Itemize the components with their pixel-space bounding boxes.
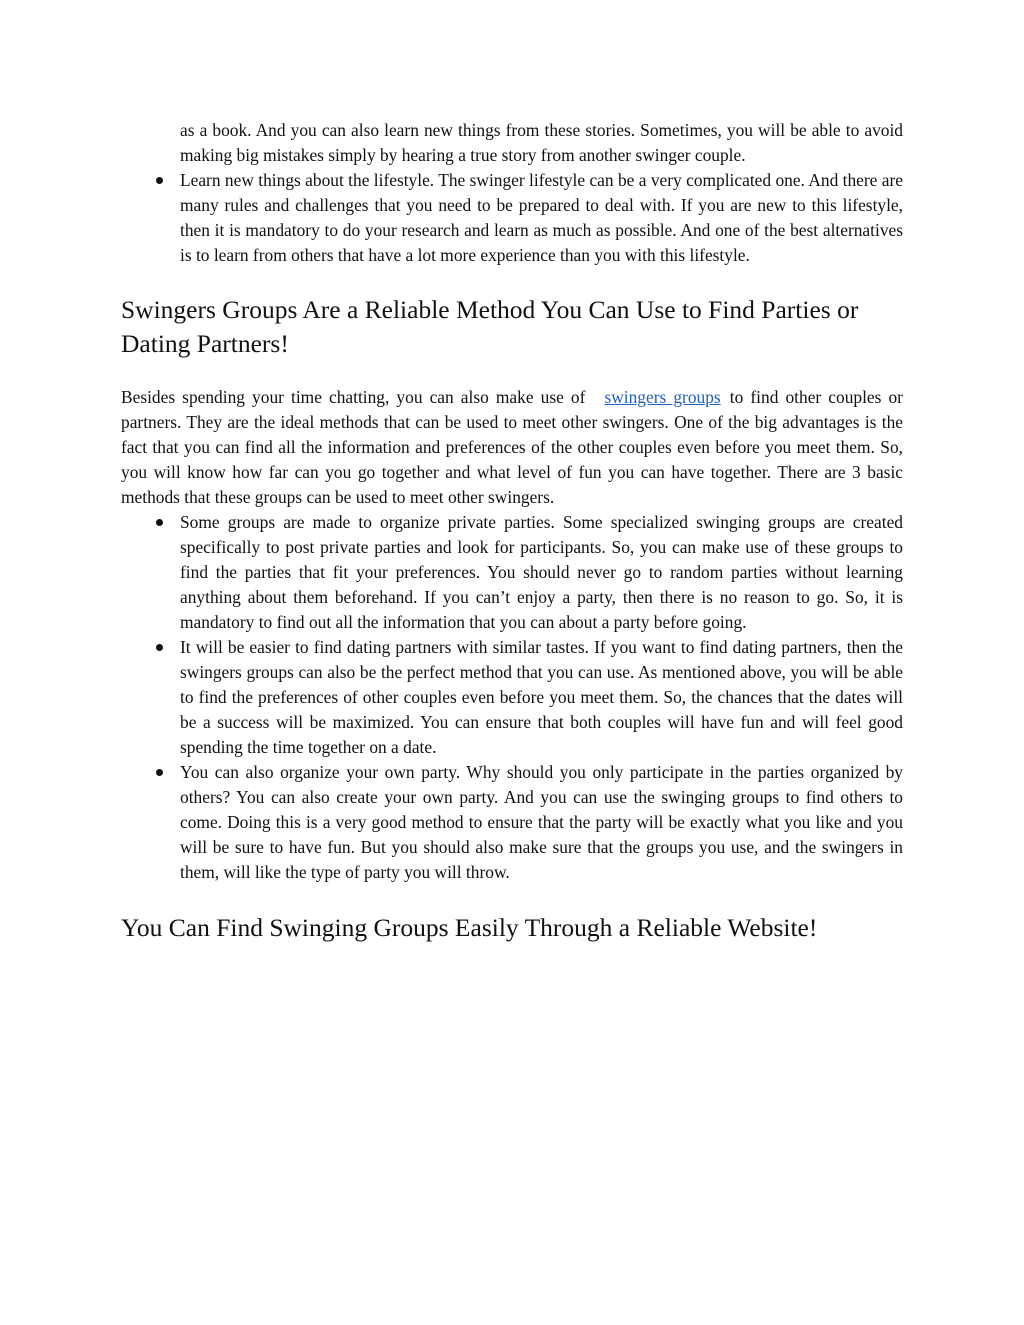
methods-bullet-list: [121, 510, 903, 885]
section-heading-website: You Can Find Swinging Groups Easily Through a Reliable Website!: [121, 913, 818, 942]
bullet-icon: [156, 519, 163, 526]
list-item-text: Learn new things about the lifestyle. The swinger lifestyle can be a very complicated one. And there are many rules and challenges that you need to be prepared to deal with. If you are new to this lifestyle, then it is mandatory to do your research and learn as much as possible. And one of the best alternatives is to learn from others that have a lot more experience than you with this lifestyle.: [180, 170, 903, 265]
body-paragraph: [121, 385, 903, 510]
bullet-icon: [156, 769, 163, 776]
list-item-continuation: [121, 118, 903, 168]
list-item-text: You can also organize your own party. Why should you only participate in the parties organized by others? You can also create your own party. And you can use the swinging groups to find others to come. Doing this is a very good method to ensure that the party will be exactly what you like and you will be sure to have fun. But you should also make sure that the groups you use, and the swingers in them, will like the type of party you will throw.: [180, 762, 903, 882]
list-item-text: Some groups are made to organize private parties. Some specialized swinging groups are created specifically to post private parties and look for participants. So, you can make use of these groups to find the parties that fit your preferences. You should never go to random parties without learning anything about them beforehand. If you can’t enjoy a party, then there is no reason to go. So, it is mandatory to find out all the information that you can about a party before going.: [180, 512, 903, 632]
paragraph-text-after-link: to find other couples or partners. They are the ideal methods that can be used to meet other swingers. One of the big advantages is the fact that you can find all the information and preferences of the other couples even before you meet them. So, you will know how far can you go together and what level of fun you can have together. There are 3 basic methods that these groups can be used to meet other swingers.: [121, 387, 903, 507]
list-item: [121, 760, 903, 885]
swingers-groups-link[interactable]: swingers groups: [604, 387, 721, 407]
section-heading-groups: Swingers Groups Are a Reliable Method You Can Use to Find Parties or Dating Partners!: [121, 295, 859, 358]
list-item-text: as a book. And you can also learn new things from these stories. Sometimes, you will be able to avoid making big mistakes simply by hearing a true story from another swinger couple.: [180, 120, 903, 165]
document-page: [121, 118, 903, 945]
bullet-icon: [156, 644, 163, 651]
list-item: [121, 635, 903, 760]
paragraph-text-before-link: Besides spending your time chatting, you can also make use of: [121, 387, 586, 407]
bullet-icon: [156, 177, 163, 184]
list-item: [121, 510, 903, 635]
intro-bullet-list: [121, 118, 903, 268]
list-item-text: It will be easier to find dating partners with similar tastes. If you want to find dating partners, then the swingers groups can also be the perfect method that you can use. As mentioned above, you will be able to find the preferences of other couples even before you meet them. So, the chances that the dates will be a success will be maximized. You can ensure that both couples will have fun and will feel good spending the time together on a date.: [180, 637, 903, 757]
list-item: [121, 168, 903, 268]
